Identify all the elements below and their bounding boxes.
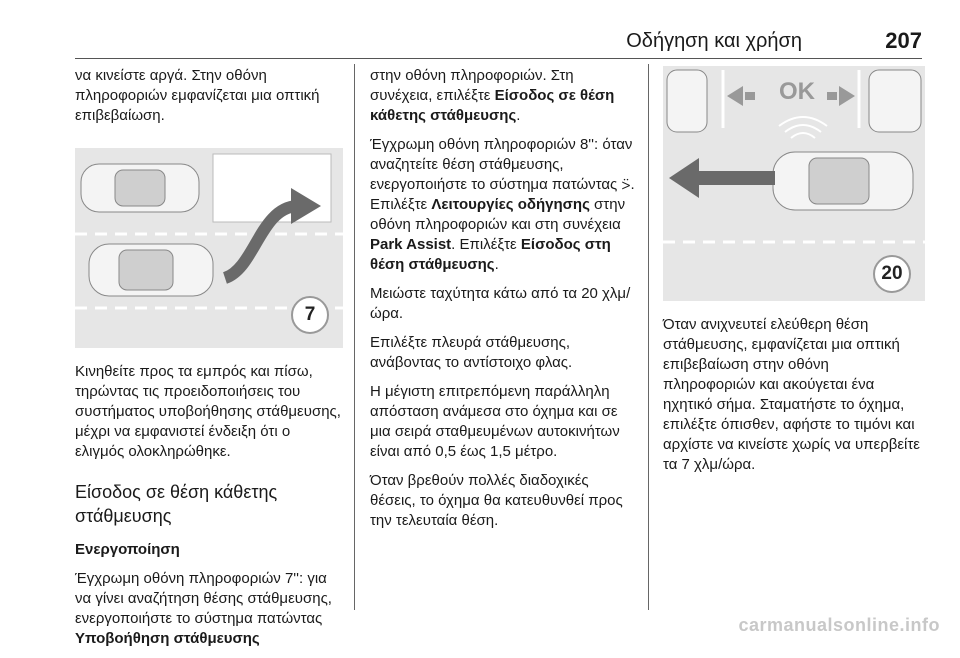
section-heading: Είσοδος σε θέση κάθετης στάθμευσης xyxy=(75,482,278,526)
page-number: 207 xyxy=(885,28,922,53)
moving-car xyxy=(89,244,213,296)
subheading: Ενεργοποίηση xyxy=(75,541,180,558)
watermark: carmanualsonline.info xyxy=(738,615,940,635)
column-2 xyxy=(370,66,638,540)
paragraph: Όταν ανιχνευτεί ελεύθερη θέση στάθμευσης, εμφανίζεται μια οπτική επιβεβαίωση στην οθόνη πληροφοριών και ακούγεται ένα ηχητικό σήμα. Σταματήστε το όχημα, επιλέξτε όπισθεν, αφήστε το τιμόνι και αρχίστε να κινείστε χωρίς να υπερβείτε τα 7 χλμ/ώρα. xyxy=(663,316,920,473)
paragraph: στην οθόνη πληροφοριών. Στη συνέχεια, επιλέξτε Είσοδος σε θέση κάθετης στάθμευσης. xyxy=(370,67,615,124)
paragraph: Έγχρωμη οθόνη πληροφοριών 8'': όταν αναζητείτε θέση στάθμευσης, ενεργοποιήστε το σύστημα πατώντας ⍩. Επιλέξτε Λειτουργίες οδήγησης στην οθόνη πληροφοριών και στη συνέχεια Park Assist. Επιλέξτε Είσοδος στη θέση στάθμευσης. xyxy=(370,136,635,273)
steering-icon: ⍩ xyxy=(621,176,631,193)
column-divider xyxy=(354,64,355,610)
paragraph: Η μέγιστη επιτρεπόμενη παράλληλη απόσταση ανάμεσα στο όχημα και σε μια σειρά σταθμευμένων αυτοκινήτων είναι από 0,5 έως 1,5 μέτρο. xyxy=(370,383,620,460)
ok-label: OK xyxy=(779,78,815,105)
column-1 xyxy=(75,66,343,658)
figure-space-detected xyxy=(663,66,925,301)
parked-car xyxy=(81,164,199,212)
paragraph: να κινείστε αργά. Στην οθόνη πληροφοριών εμφανίζεται μια οπτική επιβεβαίωση. xyxy=(75,67,320,124)
figure-number: 7 xyxy=(291,296,329,334)
section-title: Οδήγηση και χρήση xyxy=(626,30,802,52)
figure-parking-maneuver xyxy=(75,148,343,348)
column-3 xyxy=(663,66,925,484)
paragraph: Όταν βρεθούν πολλές διαδοχικές θέσεις, το όχημα θα κατευθυνθεί προς την τελευταία θέση. xyxy=(370,472,623,529)
column-divider xyxy=(648,64,649,610)
paragraph: Κινηθείτε προς τα εμπρός και πίσω, τηρώντας τις προειδοποιήσεις του συστήματος υποβοήθησης στάθμευσης, μέχρι να εμφανιστεί ένδειξη ότι ο ελιγμός ολοκληρώθηκε. xyxy=(75,363,341,460)
paragraph: Επιλέξτε πλευρά στάθμευσης, ανάβοντας το αντίστοιχο φλας. xyxy=(370,334,573,371)
paragraph: Μειώστε ταχύτητα κάτω από τα 20 χλμ/ώρα. xyxy=(370,285,631,322)
paragraph: Έγχρωμη οθόνη πληροφοριών 7'': για να γίνει αναζήτηση θέσης στάθμευσης, ενεργοποιήστε το σύστημα πατώντας Υποβοήθηση στάθμευσης xyxy=(75,570,332,647)
figure-number: 20 xyxy=(873,255,911,293)
page-header xyxy=(75,22,922,59)
